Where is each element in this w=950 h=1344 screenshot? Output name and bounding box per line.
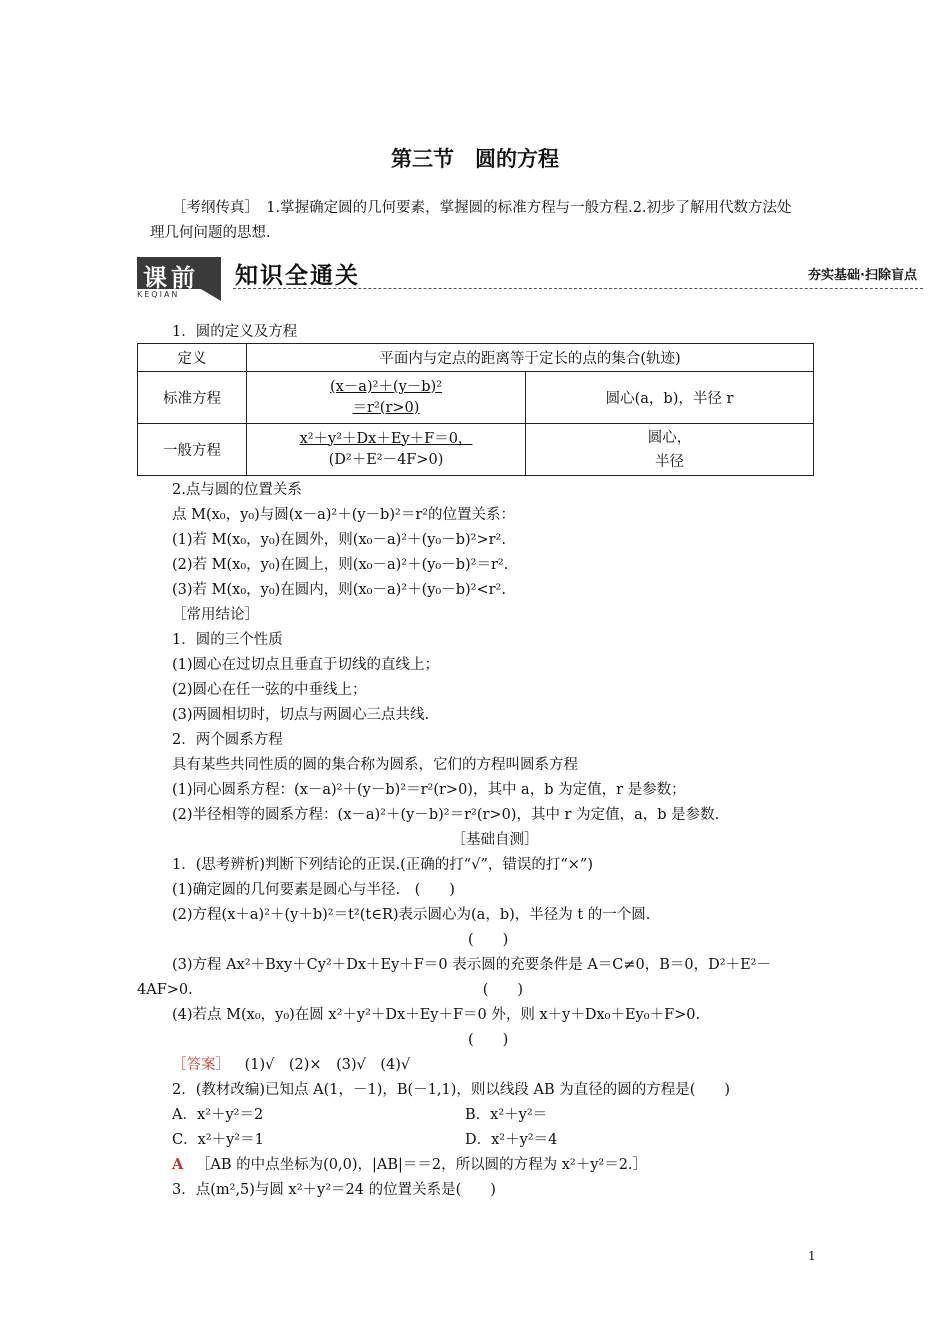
question-1-item: (3)方程 Ax²＋Bxy＋Cy²＋Dx＋Ey＋F＝0 表示圆的充要条件是 A＝C≠0，B＝0，D²＋E²－	[172, 957, 771, 973]
section-heading: 2.点与圆的位置关系	[172, 482, 302, 498]
question-2-option: B．x²＋y²＝	[465, 1107, 548, 1123]
question-2-option: D．x²＋y²＝4	[465, 1132, 558, 1148]
question-1-item: (4)若点 M(x₀，y₀)在圆 x²＋y²＋Dx＋Ey＋F＝0 外，则 x＋y＋Dx₀＋Ey₀＋F>0.	[172, 1007, 701, 1023]
table-cell-label: 定义	[138, 344, 247, 372]
self-test-heading: ［基础自测］	[451, 832, 539, 848]
answer-letter: A	[172, 1156, 184, 1173]
text-line: 2．两个圆系方程	[172, 732, 283, 748]
banner-tab-sub: KEQIAN	[137, 290, 180, 299]
text-line: 具有某些共同性质的圆的集合称为圆系，它们的方程叫圆系方程	[172, 757, 578, 773]
table-row	[138, 424, 814, 476]
question-1-stem: 1．(思考辨析)判断下列结论的正误.(正确的打“√”，错误的打“×”)	[172, 857, 594, 873]
answer-row	[172, 1053, 410, 1074]
text-line: 1．圆的三个性质	[172, 632, 283, 648]
table-cell-center	[526, 424, 814, 476]
question-2-answer	[172, 1153, 647, 1174]
text-line: (2)若 M(x₀，y₀)在圆上，则(x₀－a)²＋(y₀－b)²＝r².	[172, 557, 509, 573]
page-title: 第三节 圆的方程	[391, 147, 559, 171]
standard-equation-line2: ＝r²(r>0)	[352, 399, 420, 416]
question-3-stem: 3．点(m²,5)与圆 x²＋y²＝24 的位置关系是( )	[172, 1182, 496, 1198]
banner-tagline: 夯实基础·扫除盲点	[808, 268, 917, 283]
answer-label: ［答案］	[172, 1057, 230, 1073]
text-line: 点 M(x₀，y₀)与圆(x－a)²＋(y－b)²＝r²的位置关系：	[172, 507, 516, 523]
question-2-option: C．x²＋y²＝1	[172, 1132, 264, 1148]
general-equation-line1: x²＋y²＋Dx＋Ey＋F＝0，	[299, 430, 473, 447]
table-cell-label: 一般方程	[138, 424, 247, 476]
text-line: (1)同心圆系方程：(x－a)²＋(y－b)²＝r²(r>0)，其中 a，b 为定值，r 是参数；	[172, 782, 686, 798]
text-line: (2)圆心在任一弦的中垂线上；	[172, 682, 367, 698]
text-line: (1)若 M(x₀，y₀)在圆外，则(x₀－a)²＋(y₀－b)²>r².	[172, 532, 506, 548]
banner-divider	[233, 288, 923, 289]
table-row	[138, 344, 814, 372]
answer-blank: ( )	[468, 932, 509, 948]
answer-explanation: ［AB 的中点坐标为(0,0)，|AB|＝＝2，所以圆的方程为 x²＋y²＝2.］	[195, 1157, 648, 1173]
banner-tab	[137, 257, 221, 292]
page-number: 1	[808, 1249, 816, 1263]
table-cell-equation	[247, 424, 526, 476]
standard-equation-line1: (x－a)²＋(y－b)²	[329, 378, 443, 395]
question-1-item: (2)方程(x＋a)²＋(y＋b)²＝t²(t∈R)表示圆心为(a，b)，半径为 t 的一个圆.	[172, 907, 651, 923]
table-cell-equation	[247, 372, 526, 424]
answer-blank: ( )	[468, 1032, 509, 1048]
answer-text: (1)√ (2)× (3)√ (4)√	[244, 1057, 411, 1073]
text-line: (3)两圆相切时，切点与两圆心三点共线.	[172, 707, 430, 723]
banner-heading: 知识全通关	[235, 263, 360, 289]
question-1-item-cont: 4AF>0. ( )	[137, 982, 524, 998]
table-row	[138, 372, 814, 424]
text-line: (2)半径相等的圆系方程：(x－a)²＋(y－b)²＝r²(r>0)，其中 r 为定值，a，b 是参数.	[172, 807, 720, 823]
question-1-item: (1)确定圆的几何要素是圆心与半径. ( )	[172, 882, 455, 898]
banner-tab-label: 课前	[143, 264, 199, 292]
question-2-option: A．x²＋y²＝2	[172, 1107, 264, 1123]
general-equation-line2: (D²＋E²－4F>0)	[328, 451, 444, 468]
subsection-heading: ［常用结论］	[172, 607, 259, 623]
text-line: (1)圆心在过切点且垂直于切线的直线上；	[172, 657, 440, 673]
general-center-line1: 圆心，	[647, 429, 692, 446]
table-cell-center: 圆心(a，b)，半径 r	[526, 372, 814, 424]
question-2-stem: 2．(教材改编)已知点 A(1，－1)，B(－1,1)，则以线段 AB 为直径的圆的方程是( )	[172, 1082, 731, 1098]
text-line: (3)若 M(x₀，y₀)在圆内，则(x₀－a)²＋(y₀－b)²<r².	[172, 582, 506, 598]
section-banner	[137, 257, 927, 302]
definition-table	[137, 343, 814, 476]
general-center-line2: 半径	[655, 453, 684, 470]
section-heading: 1．圆的定义及方程	[172, 324, 298, 340]
exam-outline: ［考纲传真］ 1.掌握确定圆的几何要素，掌握圆的标准方程与一般方程.2.初步了解用代数方法处理几何问题的思想.	[150, 200, 792, 241]
table-cell-definition: 平面内与定点的距离等于定长的点的集合(轨迹)	[247, 344, 814, 372]
table-cell-label: 标准方程	[138, 372, 247, 424]
